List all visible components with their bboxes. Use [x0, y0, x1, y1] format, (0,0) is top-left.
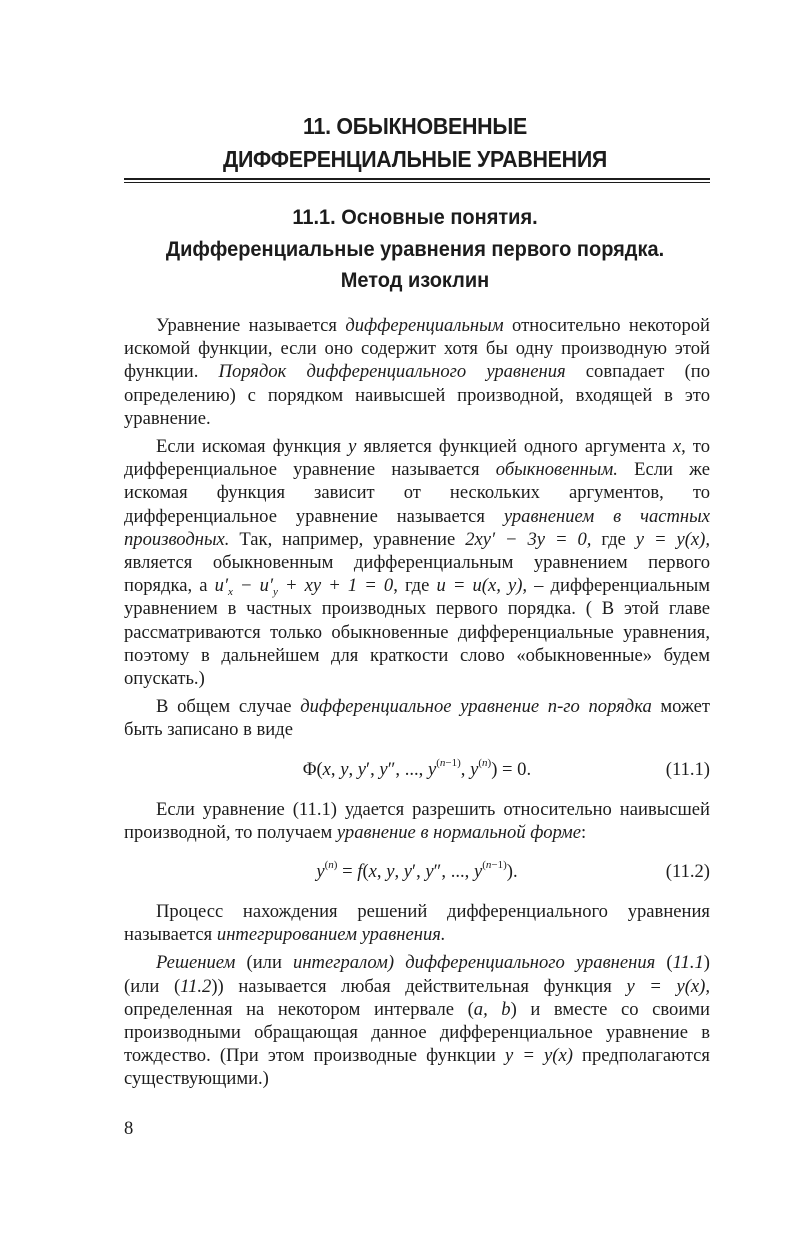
text-run: Если уравнение (11.1) удается разрешить относительно наивысшей производной, то получаем [124, 798, 710, 843]
math-inline: u = u(x, y), [436, 575, 528, 597]
italic-term: Решением [156, 952, 236, 974]
equation-11-1 [124, 754, 710, 788]
equation-expression: $y^{(n)} = f(x$, y, y′, y″, ..., $y^{(n-1)}$). [316, 859, 518, 883]
italic-term: 11.1 [672, 952, 704, 974]
math-inline: y = y(x), [635, 528, 710, 550]
paragraph [124, 900, 710, 946]
equation-11-2 [124, 856, 710, 890]
paragraph [124, 798, 710, 844]
italic-term: интегрированием уравнения. [216, 924, 446, 946]
text-run: ) и вместе со своими производными обращающая данное дифференциальное уравнение в тождество. (При этом производные функции [124, 998, 710, 1067]
text-run: ) (или ( [124, 952, 710, 997]
section-title-line: 11.1. Основные понятия. [292, 205, 538, 229]
body-text [124, 314, 710, 1096]
text-run: является обыкновенным дифференциальным уравнением первого порядка, а [124, 552, 710, 597]
italic-term: Порядок дифференциального уравнения [218, 361, 566, 383]
text-run: совпадает (по определению) с порядком наивысшей производной, входящей в это уравнение. [124, 361, 711, 429]
text-run: : [581, 821, 587, 843]
math-pde: $u'_x - u'_y$ + xy + 1 = 0 [214, 575, 394, 599]
math-inline: 2xy′ − 3y = 0, [465, 528, 592, 550]
text-run: предполагаются существующими.) [124, 1045, 710, 1090]
chapter-title [141, 110, 690, 176]
page-number: 8 [124, 1118, 134, 1139]
italic-term: дифференциальным [345, 315, 504, 336]
equation-number: (11.2) [665, 861, 710, 883]
text-run: Уравнение называется [156, 315, 346, 336]
equation-expression: Φ(x, y, y′, y″, ..., $y^{(n-1)}$, $y^{(n)}) = 0$. [302, 756, 532, 780]
text-run: Процесс нахождения решений дифференциального уравнения называется [124, 901, 710, 946]
text-run: может быть записано в виде [124, 696, 710, 741]
chapter-divider [124, 178, 710, 183]
text-run: Если же искомая функция зависит от нескольких аргументов, то дифференциальное уравнение называется [124, 459, 710, 527]
text-run: (или [235, 952, 294, 974]
text-run: относительно некоторой искомой функции, если оно содержит хотя бы одну производную этой функции. [124, 315, 710, 383]
italic-term: уравнением в частных производных. [124, 505, 710, 550]
text-run: )) называется любая действительная функция [211, 975, 627, 997]
text-run: Так, например, уравнение [229, 528, 466, 550]
text-run: , где [393, 575, 437, 597]
italic-term: уравнение в нормальной форме [336, 821, 582, 843]
italic-term: 11.2 [180, 975, 212, 997]
math-inline: x [672, 436, 682, 458]
text-run: определенная на некотором интервале ( [124, 998, 474, 1020]
chapter-title-line: 11. ОБЫКНОВЕННЫЕ [303, 113, 527, 139]
text-run: , то дифференциальное уравнение называется [124, 436, 710, 481]
text-run: где [591, 528, 636, 550]
paragraph [124, 695, 710, 741]
text-run: является функцией одного аргумента [356, 436, 673, 458]
italic-term: интегралом) дифференциального уравнения [293, 952, 656, 974]
section-title [131, 202, 698, 297]
math-inline: a, b [473, 998, 511, 1020]
text-run: В общем случае [156, 696, 301, 718]
paragraph [124, 435, 710, 690]
math-inline: y = y(x), [626, 975, 710, 997]
chapter-title-line: ДИФФЕРЕНЦИАЛЬНЫЕ УРАВНЕНИЯ [222, 146, 608, 172]
text-run: ( [655, 952, 673, 974]
section-title-line: Дифференциальные уравнения первого порядка. [165, 236, 665, 261]
italic-term: дифференциальное уравнение n-го порядка [300, 696, 652, 718]
math-inline: y [348, 436, 357, 458]
text-run: Если искомая функция [156, 436, 349, 458]
paragraph [124, 314, 710, 430]
text-run: – дифференциальным уравнением в частных производных первого порядка. ( В этой главе рассматриваются только обыкновенные дифференциальные уравнения, поэтому в дальнейшем для краткости слово «обыкновенные» будем опускать.) [124, 575, 710, 690]
section-title-line: Метод изоклин [340, 268, 490, 292]
math-inline: y = y(x) [504, 1045, 573, 1067]
paragraph [124, 951, 710, 1090]
equation-number: (11.1) [665, 758, 710, 780]
italic-term: обыкновенным. [495, 459, 618, 481]
